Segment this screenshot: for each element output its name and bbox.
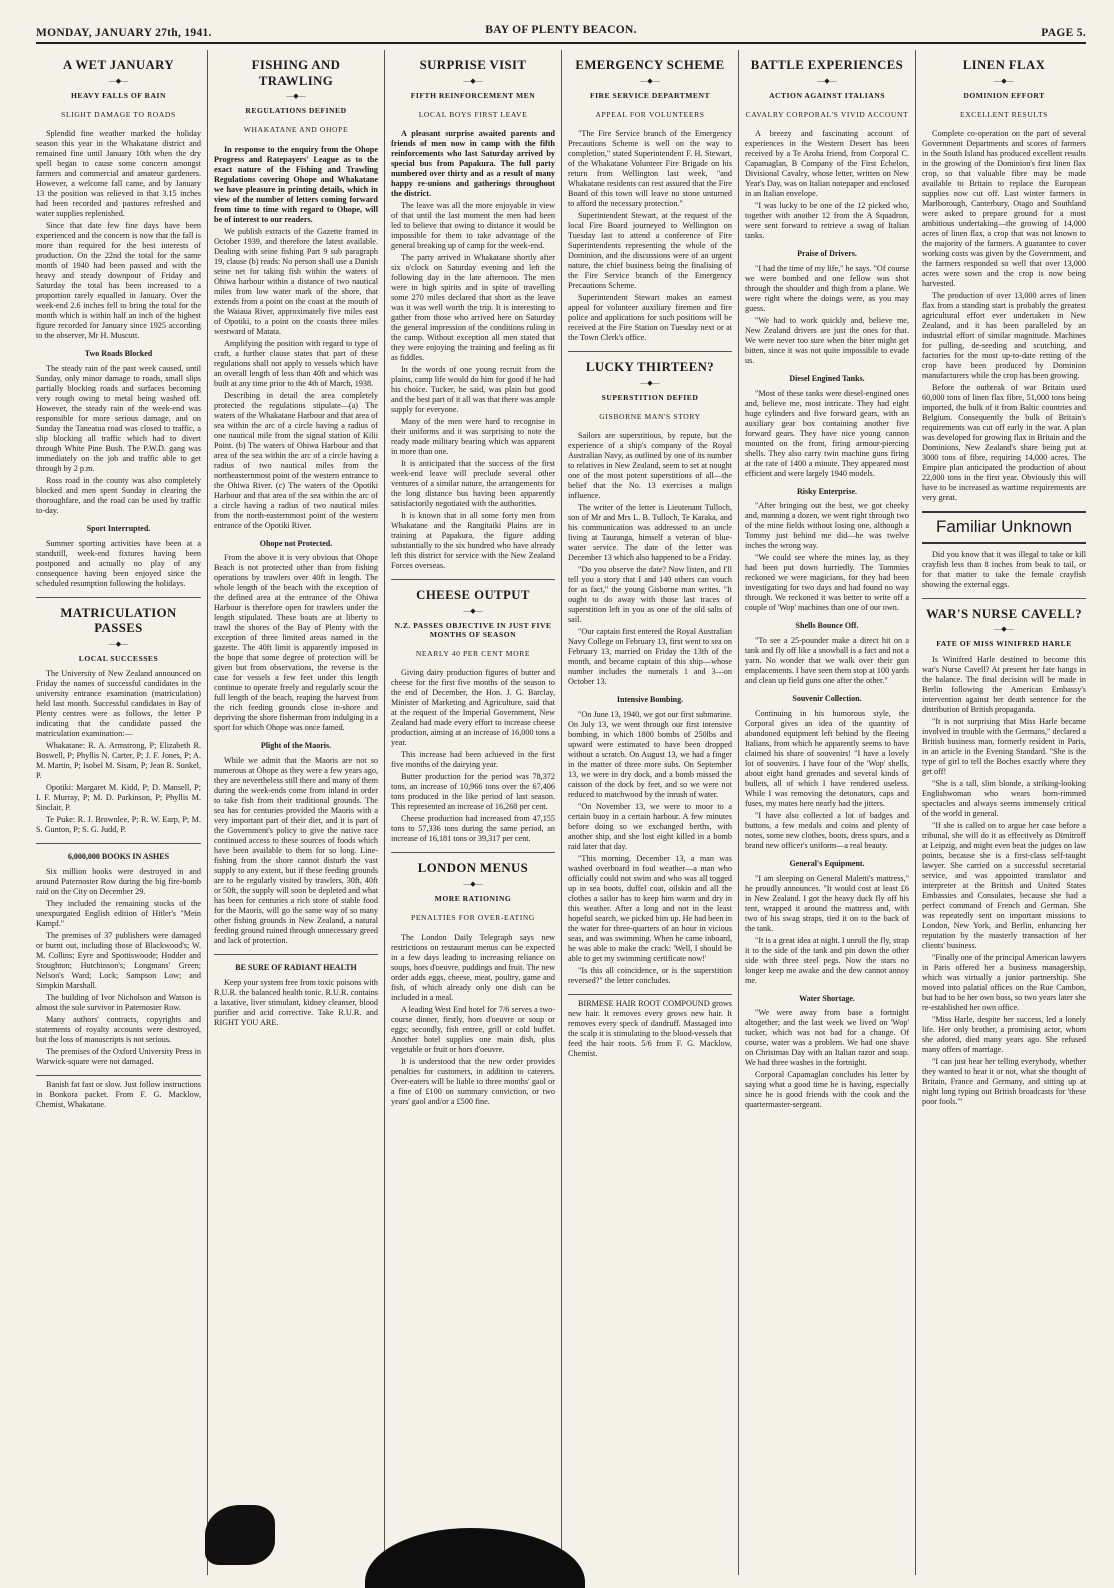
deck: WHAKATANE AND OHOPE [243,125,349,135]
masthead [36,18,1086,44]
paragraph: The leave was all the more enjoyable in view of that until the last moment the men had been led to believe that owing to distance it would be impossible for them to take advantage of the general breaking up of camp for the week-end. [391,201,555,251]
paragraph: A leading West End hotel for 7/6 serves a two-course dinner, firstly, hors d'oeuvre or soup or eggs; secondly, fish entree, grill or cold buffet. Another hotel supplies one main dish, plus vegetable or fruit or hors d'oeuvre. [391,1004,555,1054]
paragraph: Butter production for the period was 78,372 tons, an increase of 10,966 tons over the 67,406 tons produced in the like period of last season. This represented an increase of 16,268 per cent. [391,772,555,812]
column-1 [30,50,207,1575]
headline-battle-experiences: BATTLE EXPERIENCES [750,58,904,72]
subhead: FATE OF MISS WINIFRED HARLE [936,639,1072,649]
paragraph: "Most of these tanks were diesel-engined ones and, believe me, most intricate. They had eight huge cylinders and five forward gears, with an auxiliary gear box containing another five forward gears. They have nice young cannon mounted on the front, firing armour-piercing shells. They also carry twin machine guns firing at the rate of 1400 a minute. They appeared most efficient and were largely 1940 models. [745,388,909,478]
subhead: SUPERSTITION DEFIED [601,392,699,402]
subhead: REGULATIONS DEFINED [245,106,347,116]
paragraph: Complete co-operation on the part of several Government Departments and scores of farmers in the South Island has produced excellent results in the growing of the Dominion's first linen flax crop, so that valuable fibre may be made available to Britain to replace the European supplies now cut off. Last winter farmers in Marlborough, Canterbury, Otago and Southland were asked to prepare ground for a most ambitious undertaking—the growing of 14,000 acres of linen flax, a crop that was not known to the majority of the farmers. A guarantee to cover working costs was given by the Government, and the farmers responded so well that over 13,000 acres were sown and the crop is now being harvested. [922,129,1086,289]
advertisement: Banish fat fast or slow. Just follow instructions in Bonkora packet. From F. G. Macklow, Chemist, Whakatane. [36,1079,201,1109]
paragraph: The University of New Zealand announced on Friday the names of successful candidates in the university entrance examination (matriculation) held last month. Successful candidates in Bay of Plenty centres were as follows, the letter P indicating that the candidate passed the matriculation examination:— [36,669,201,739]
deck: CAVALRY CORPORAL'S VIVID ACCOUNT [745,109,909,119]
paragraph: Did you know that it was illegal to take or kill crayfish less than 8 inches from beak to tail, or for that matter to take the female crayfish showing the external eggs. [922,549,1086,589]
paragraph: Is Winifred Harle destined to become this war's Nurse Cavell? At present her fate hangs in the balance. The final decision will be made in Berlin following the American Embassy's intervention against her death sentence for the distribution of British propaganda. [922,654,1086,714]
ornament-rule: —◆— [463,76,483,85]
deck: NEARLY 40 PER CENT MORE [415,649,531,659]
paragraph: "To see a 25-pounder make a direct hit on a tank and fly off like a snowball is a fact and not a yarn. No wonder that we walk over their gun emplacements. I have seen them stop at 100 yards and clean up field guns one after the other." [745,636,909,686]
headline-matriculation: MATRICULATION PASSES [60,605,177,636]
section-head: Diesel Engined Tanks. [789,373,865,383]
section-head: Plight of the Maoris. [260,741,332,751]
paragraph: Six million books were destroyed in and around Paternoster Row during the big fire-bomb raid on the City on December 29. [36,866,201,896]
headline-surprise-visit: SURPRISE VISIT [419,58,527,72]
divider [922,598,1086,599]
deck: PENALTIES FOR OVER-EATING [411,913,535,923]
deck: APPEAL FOR VOLUNTEERS [595,109,705,119]
section-head: Praise of Drivers. [797,249,857,259]
paragraph: Splendid fine weather marked the holiday season this year in the Whakatane district and remained fine until January 10th when the dry spell began to cause some concern amongst farmers and commercial and amateur gardeners. However, a welcome fall came, and by January 13 the position was relieved in that 3.15 inches had been recorded and pastures refreshed and water supplies replenished. [36,129,201,219]
section-head: Two Roads Blocked [84,349,153,359]
paragraph: It is understood that the new order provides penalties for customers, in addition to caterers. Over-eaters will be liable to three months' gaol or a fine of £100 on summary conviction, or two years' gaol and/or a £500 fine. [391,1056,555,1106]
paragraph: "On November 13, we were to moor to a certain buoy in a certain harbour. A few minutes before doing so we exchanged berths, with another ship, and she lost eight killed in a bomb raid later that day. [568,801,732,851]
divider [36,597,201,598]
paragraph: It is known that in all some forty men from Whakatane and the Rangitaiki Plains are in training at Papakura, the figure adding substantially to the six hundred who have already left this district for service with the New Zealand Forces overseas. [391,511,555,571]
deck: SLIGHT DAMAGE TO ROADS [61,109,176,119]
paragraph: The writer of the letter is Lieutenant Tulloch, son of Mr and Mrs L. B. Tulloch, Te Karaka, and his communication was addressed to an uncle living at Tauranga, himself a veteran of blue-water service. The date of the letter was December 13 which also happened to be a Friday. [568,503,732,563]
section-head: Risky Enterprise. [797,486,857,496]
paragraph: Giving dairy production figures of butter and cheese for the first five months of the season to the end of December, the Hon. J. G. Barclay, Minister of Marketing and Agriculture, said that at the request of the Imperial Government, New Zealand had made every effort to increase cheese production, aiming at an increase of 16,000 tons a year. [391,668,555,748]
ornament-rule: —◆— [286,92,306,101]
paragraph: "I was lucky to be one of the 12 picked who, together with another 12 from the A Squadron, were sent forward to retrieve a swag of Italian tanks. [745,201,909,241]
ornament-rule: —◆— [817,76,837,85]
deck: GISBORNE MAN'S STORY [599,411,701,421]
paragraph: "I can just hear her telling everybody, whether they wanted to hear it or not, what she thought of Britain, France and Germany, and sitting up at night long typing out British broadcasts for 'these poor fools.'" [922,1056,1086,1106]
ornament-rule: —◆— [108,639,129,648]
section-head: Water Shortage. [799,993,855,1003]
paragraph: The production of over 13,000 acres of linen flax from a standing start is probably the greatest agricultural effort ever undertaken in New Zealand, and it has been paralleled by an industrial effort of similar magnitude. Machines for pulling, de-seeding and scutching, and factories for the most up-to-date retting of the crop have been produced by Dominion manufacturers while the crop has been growing. [922,291,1086,381]
paragraph: The party arrived in Whakatane shortly after six o'clock on Saturday evening and left the following day in the late afternoon. The men were in high spirits and in spite of travelling some 270 miles declared that short as the leave was it was well worth the trip. It is interesting to gather from those who arrived here on Saturday the general impression of the conditions ruling in the camp. Without exception all men stated that they were enjoying the training and feeling as fit as fiddles. [391,253,555,363]
paragraph: Whakatane: R. A. Armstrong, P; Elizabeth R. Boswell, P; Phyllis N. Carter, P; J. F. Jones, P; A. M. Martin, P; Isobel M. Sisam, P; Jean R. Sunkel, P. [36,741,201,781]
paragraph: In the words of one young recruit from the plains, camp life would do him for good if he had his choice. Tucker, he said, was plain but good and the best part of it all was that there was ample supply for everyone. [391,365,555,415]
paragraph: "Is this all coincidence, or is the superstition reversed?" the letter concludes. [568,965,732,985]
subhead: MORE RATIONING [434,894,512,904]
paragraph: "If she is called on to argue her case before a tribunal, she will do it as effectively as Dimitroff at Leipzig, and might even beat the judges on law points, because she is a first-class self-taught lawyer. She carried on a successful secretarial service, and was appointed translator and interpreter at the British and United States Embassies and Consulates, because she had a perfect command of French and German. She was repeatedly sent on important missions to London, New York, and Berlin, enhancing her reputation by the masterly transaction of her clients' business. [922,820,1086,950]
paragraph: Many of the men were hard to recognise in their uniforms and it was surprising to note the ready made military bearing which was apparent in more than one. [391,417,555,457]
paragraph: In response to the enquiry from the Ohope Progress and Ratepayers' League as to the exact nature of the Fishing and Trawling Regulations covering Ohope and Whakatane we have pleasure in printing details, which in view of the number of letters coming forward from time to time with regard to Ohope, will be of interest to our readers. [214,144,378,224]
advertisement: Keep your system free from toxic poisons with R.U.R. the balanced health tonic. R.U.R. contains a laxative, liver stimulant, kidney cleanser, blood purifier and acid corrective. Take R.U.R. and RIGHT YOU ARE. [214,977,378,1027]
paragraph: It is anticipated that the success of the first week-end leave will preclude several other ventures of a similar nature, the arrangements for the long distance bus having been apparently satisfactorily negotiated with the authorities. [391,459,555,509]
section-head: Intensive Bombing. [616,695,684,705]
issue-date: MONDAY, JANUARY 27th, 1941. [36,27,212,39]
deck: LOCAL BOYS FIRST LEAVE [418,109,528,119]
paragraph: We publish extracts of the Gazette framed in October 1939, and therefore the latest available. Dealing with seine fishing Part 9 sub paragraph 19, clause (b) reads: No person shall use a Danish seine net for taking fish within the waters of Ohiwa harbour within a distance of two nautical miles from low water mark of the shore, that extends from a point on the coast at the mouth of the Waiaua River, approximately five miles east of Opotiki, to a point on the coasts three miles westward of Matata. [214,226,378,336]
paragraph: This increase had been achieved in the first five months of the dairying year. [391,750,555,770]
paragraph: "The Fire Service branch of the Emergency Precautions Scheme is well on the way to completion," stated Superintendent F. H. Stewart, of the Whakatane Volunteer Fire Brigade on his return from Wellington last week, "and Whakatane residents can rest assured that the Fire Board of this town will leave no stone unturned to afford the necessary protection." [568,129,732,209]
headline-lucky-thirteen: LUCKY THIRTEEN? [585,360,715,375]
paragraph: They included the remaining stocks of the unexpurgated English edition of Hitler's "Mein Kampf." [36,898,201,928]
paper-name: BAY OF PLENTY BEACON. [485,24,637,36]
paragraph: "On June 13, 1940, we got our first submarine. On July 13, we went through our first intensive bombing, in which 1800 bombs of 250lbs and upward were estimated to have been dropped without a scratch. On August 13, we had a finger in the matter of three more subs. On September 13, we were in dry dock, and a bomb missed the caisson of the dock by feet, and so we were not reduced to matchwood by the inrush of water. [568,709,732,799]
section-head: General's Equipment. [789,858,865,868]
column-5 [738,50,915,1575]
section-head: Ohope not Protected. [259,538,333,548]
paragraph: Corporal Capamaglan concludes his letter by saying what a good time he is having, especially since he is good friends with the cook and the quartermaster-sergeant. [745,1070,909,1110]
paragraph: "It is a great idea at night. I unroll the fly, strap it to the side of the tank and pin down the other side with three steel pegs. Now the stars no longer keep me awake and the dew cannot annoy me. [745,935,909,985]
paragraph: A pleasant surprise awaited parents and friends of men now in camp with the fifth reinforcements who last Saturday arrived by special bus from Papakura. The full party numbered over thirty and as a result of many happy re-unions and gatherings throughout the district. [391,129,555,199]
subhead: DOMINION EFFORT [963,90,1045,100]
paragraph: Ross road in the county was also completely blocked and men spent Sunday in clearing the thoroughfare, and the road can be used by traffic to-day. [36,475,201,515]
headline-cheese-output: CHEESE OUTPUT [416,588,530,603]
column-3 [384,50,561,1575]
paragraph: "I had the time of my life," he says. "Of course we were bombed and one fellow was shot through the shoulder and thigh from a plane. We were right where the doings were, as you may guess. [745,263,909,313]
paragraph: The steady rain of the past week caused, until Sunday, only minor damage to roads, small slips partially blocking roads and surfaces becoming very rough owing to metal being washed off. However, the steady rain of the week-end was responsible for more serious damage, and on Sunday the Taneatua road was closed to traffic, a slip blocking all traffic which had to divert through White Pine Bush. The P.W.D. gang was immediately on the job and traffic able to get through by 2 p.m. [36,363,201,473]
paragraph: Summer sporting activities have been at a standstill, week-end fixtures having been postponed and actually no play of any consequence having been enjoyed since the scheduled resumption following the holidays. [36,538,201,588]
subhead: FIRE SERVICE DEPARTMENT [589,90,711,100]
headline-london-menus: LONDON MENUS [417,861,529,876]
paragraph: The building of Ivor Nicholson and Watson is almost the sole survivor in Paternoster Row. [36,992,201,1012]
box-headline: Familiar Unknown [922,511,1086,544]
column-6 [915,50,1092,1575]
paragraph: Opotiki: Margaret M. Kidd, P; D. Mansell, P; I. F. Murray, P; M. D. Parkinson, P; Phyllis M. Sinclair, P. [36,783,201,813]
deck: EXCELLENT RESULTS [959,109,1049,119]
section-head: Sport Interrupted. [86,523,151,533]
ink-stain [205,1505,275,1565]
paragraph: Cheese production had increased from 47,155 tons to 57,336 tons during the same period, an increase of 16,181 tons or 39,317 per cent. [391,814,555,844]
column-4 [561,50,738,1575]
headline-wet-january: A WET JANUARY [63,58,174,72]
paragraph: "I am sleeping on General Maletti's mattress," he proudly announces. "It would cost at least £6 in New Zealand. I got the heavy duck fly off his tent, wrapped it around the mattress and, with two of his swag straps, tied it on to the back of the tank. [745,873,909,933]
headline-emergency-scheme: EMERGENCY SCHEME [575,58,725,72]
paragraph: While we admit that the Maoris are not so numerous at Ohope as they were a few years ago, they are nevertheless still there and many of them during the week-ends come from inland in order to take fish from their traditional grounds. The sea has for centuries provided the Maoris with a very important part of their diet, and it is part of the Government's policy to give the native race continued access to these sources of foods which have been available to them for so long. Line-fishing from the shore cannot disturb the vast supply to any extent, but if these feeding grounds are to be regularly visited by trawlers, 30ft, 40ft or 50ft, the supply will soon be depleted and what has been for centuries a rich store of stable food for the Maoris, will go the same way of so many other fishing grounds in New Zealand, a natural feeding ground ruined through unnecessary greed and lack of protection. [214,756,378,946]
ornament-rule: —◆— [463,606,483,615]
paragraph: "We could see where the mines lay, as they had been put down hurriedly. The Tommies reckoned we were magicians, for they had been investigating for two days and had found no way through. We reckoned it was better to write off a couple of 'Wop' machines than one of our own. [745,553,909,613]
paragraph: Describing in detail the area completely protected the regulations stipulate—(a) The waters of the Whakatane Harbour and that area of sea within the arc of a circle having a radius of one nautical mile from the signal station of Kilii Point. (b) The waters of Ohiwa Harbour and that area of the sea within the arc of a circle having a radius of two nautical miles from the northeasternmost point of the western entrance to the Ohiwa River. (c) The waters of the Opotiki Harbour and that area of the sea within the arc of a circle having a radius of two nautical miles from the north-easternmost point of the western entrance of the Opotiki River. [214,390,378,530]
paragraph: "We were away from base a fortnight altogether; and the last week we lived on 'Wop' tucker, which was not bad for a change. Of course, water was a problem. We had one shave on Christmas Day with an Italian razor and soap. We had three washes in the fortnight. [745,1008,909,1068]
ornament-rule: —◆— [994,76,1014,85]
subhead: N.Z. PASSES OBJECTIVE IN JUST FIVE MONTHS OF SEASON [394,620,552,639]
ornament-rule: —◆— [640,378,660,387]
subhead: HEAVY FALLS OF RAIN [71,90,166,100]
paragraph: Sailors are superstitious, by repute, but the experience of a ship's company of the Royal Australian Navy, as outlined by one of its number to relatives in New Zealand, seem to set at nought one of the most potent superstitions of all—the belief that the No. 13 exercises a malign influence. [568,431,732,501]
divider [36,843,201,844]
section-head: Souvenir Collection. [792,694,862,704]
headline-fishing: FISHING AND TRAWLING [251,58,341,88]
paragraph: Since that date few fine days have been experienced and the concern is now that the fall is more than required for the best interests of production. On the 22nd the total for the same month of 1940 had been passed and with the heavy and steady downpour of Friday and Saturday the total has been increased to a proportion rarely equalled in January. Over the week-end 2.6 inches fell to bring the total for the month which is within half an inch of the highest figure recorded for January since 1925 according to the observer, Mr H. Muscutt. [36,221,201,341]
headline-linen-flax: LINEN FLAX [962,58,1046,72]
paragraph: The premises of 37 publishers were damaged or burnt out, including those of Blackwood's; W. M. Collins; Eyre and Spottiswoode; Hodder and Stoughton; Hutchinson's; Longmans' Green; Nelson's Ward; Lock; Sampson Low; and Simpkin Marshall. [36,930,201,990]
column-2 [207,50,384,1575]
headline-nurse-cavell: WAR'S NURSE CAVELL? [926,606,1082,621]
paragraph: "Our captain first entered the Royal Australian Navy College on February 13, first went to sea on February 13, married on Friday the 13th of the month, and became captain of this ship—whose number includes the numerals 1 and 3—on October 13. [568,627,732,687]
ornament-rule: —◆— [640,76,660,85]
paragraph: Many authors' contracts, copyrights and statements of royalty accounts were destroyed, but the loss of manuscripts is not serious. [36,1014,201,1044]
divider [214,954,378,955]
paragraph: Superintendent Stewart, at the request of the local Fire Board journeyed to Wellington on Tuesday last to attend a conference of Fire Superintendents representing the whole of the Dominion, and the discussions were of an urgent nature, the chief business being the finalising of the Fire Service branch of the Emergency Precautions Scheme. [568,211,732,291]
divider [568,994,732,995]
paragraph: "It is not surprising that Miss Harle became involved in trouble with the Germans," declared a British business man, formerly resident in Paris, in an article in the Evening Standard. "She is the type of girl to tell the Boches exactly where they get off! [922,716,1086,776]
divider [391,852,555,853]
divider [568,351,732,352]
section-head: 6,000,000 BOOKS IN ASHES [67,852,170,862]
paragraph: Before the outbreak of war Britain used 60,000 tons of linen flax fibre, 51,000 tons being imported, the bulk of it from Baltic countries and Belgium. Consequently the bulk of Britain's requirements was cut off early in the war. A plan was developed for growing flax in Britain and the Dominions, New Zealand's share being put at 3000 tons of fibre, requiring 14,000 acres. The Empire plan anticipated the production of about 22,000 tons in the first year. Obviously this will have to be increased as wartime requirements are very great. [922,383,1086,503]
paragraph: "I have also collected a lot of badges and buttons, a few medals and coins and plenty of notes, some new clothes, boots, dress spurs, and a brand new officer's uniform—a real beauty. [745,810,909,850]
paragraph: The London Daily Telegraph says new restrictions on restaurant menus can be expected in a few days leading to increasing reliance on soups, hors d'oeuvre, puddings and fruit. The new order adds eggs, cheese, meat, poultry, game and fish, of which already only one dish can be included in a meal. [391,932,555,1002]
paragraph: Amplifying the position with regard to type of craft, a further clause states that part of these regulations shall not apply to vessels which have an overall length of less than 40ft and which was built at any time prior to the 4th of March, 1938. [214,338,378,388]
paragraph: Continuing in his humorous style, the Corporal gives an idea of the quantity of abandoned equipment left behind by the fleeing Italians, from which he apparently seems to have claimed his share of souvenirs! "I have a lovely lot of souvenirs. I have four of the 'Wop' shells, about eight hand grenades and several kinds of bullets, all of which I have rendered useless. While I was removing the detonators, caps and fuses, my mates here nearly had the jitters. [745,708,909,808]
paragraph: "Miss Harle, despite her success, led a lonely life. Her only brother, a promising actor, whom she adored, died many years ago. She refused many offers of marriage. [922,1014,1086,1054]
newspaper-columns [30,50,1092,1575]
advertisement: BIRMESE HAIR ROOT COMPOUND grows new hair. It removes every grows new hair. It removes every speck of dandruff. Massaged into the scalp it is stimulating to the blood-vessels that feed the hair roots. 5/6 from F. G. Macklow, Chemist. [568,998,732,1058]
paragraph: From the above it is very obvious that Ohope Beach is not protected other than from fishing operations by trawlers over 40ft in length. The whole length of the beach with the exception of the defined area at the entrance of the Ohiwa Harbour is therefore open for trawlers under the length stipulated. These boats are at liberty to trawl the shores of the Bay of Plenty with the exception of three limited areas named in the gazette. The 40ft limit is apparently imposed in the hope that some degree of protection will be given but from observations, the reverse is the case for vessels a few feet under this length continue to operate freely and regularly scour the full length of the beach, reaping the harvest from the rich feeding grounds close in-shore and depriving the shore fisherman from indulging in a sport for which Ohope was once famed. [214,553,378,733]
ornament-rule: —◆— [463,880,483,889]
divider [391,579,555,580]
paragraph: "After bringing out the best, we got cheeky and, manning a dozen, we went right through two of the mine fields without losing one, although a Tommy just behind me did—he was twelve inches the wrong way. [745,501,909,551]
ornament-rule: —◆— [108,76,129,85]
paragraph: "Finally one of the principal American lawyers in Paris offered her a business managership, which was virtually a junior partnership. She moved into palatial offices on the Rue Cambon, but had to be her own boss, so two years later she re-established her own office. [922,952,1086,1012]
paragraph: The premises of the Oxford University Press in Warwick-square were not damaged. [36,1046,201,1066]
paragraph: A breezy and fascinating account of experiences in the Western Desert has been received by a Te Aroha friend, from Corporal C. Capamaglan, B Company of the First Echelon, Divisional Cavalry, whose letter, written on New Year's Day, was on Italian notepaper and enclosed in an Italian envelope. [745,129,909,199]
paragraph: "She is a tall, slim blonde, a striking-looking Englishwoman who wears horn-rimmed spectacles and always seems immensely critical of the world in general. [922,778,1086,818]
ornament-rule: —◆— [994,625,1014,634]
paragraph: "We had to work quickly and, believe me, New Zealand drivers are just the ones for that. We were never too sure when the biter might get bitten, since it was not quite impossible to evade us. [745,315,909,365]
paragraph: "Do you observe the date? Now listen, and I'll tell you a story that I and 140 others can vouch for as fact," the young Gisborne man writes. "It ought to do away with those last traces of superstition left in you as one of the old salts of sail. [568,565,732,625]
paragraph: "This morning, December 13, a man was washed overboard in foul weather—a man who officially could not swim and who was all togged up in sea boots, duffel coat, oilskin and all the clothes a sailor has to keep him warm and dry in this weather. After a long and not in the least hopeful search, we picked him up. He had been in the water for three-quarters of an hour in vicious seas, and was swimming. When he came inboard, he was able to make the crack: 'Well, I should be able to get my swimming certificate now!' [568,853,732,963]
page-number: PAGE 5. [1041,27,1086,39]
paragraph: Te Puke: R. J. Brownlee, P; R. W. Earp, P; M. S. Gunton, P; S. G. Judd, P. [36,815,201,835]
subhead: FIFTH REINFORCEMENT MEN [410,90,536,100]
section-head: BE SURE OF RADIANT HEALTH [235,963,357,973]
divider [36,1075,201,1076]
paragraph: Superintendent Stewart makes an earnest appeal for volunteer auxiliary firemen and fire police and applications for such positions will be received at the Fire Station on Tuesday next or at the Town Clerk's office. [568,293,732,343]
section-head: Shells Bounce Off. [795,621,859,631]
subhead: LOCAL SUCCESSES [78,653,159,663]
subhead: ACTION AGAINST ITALIANS [769,90,885,100]
